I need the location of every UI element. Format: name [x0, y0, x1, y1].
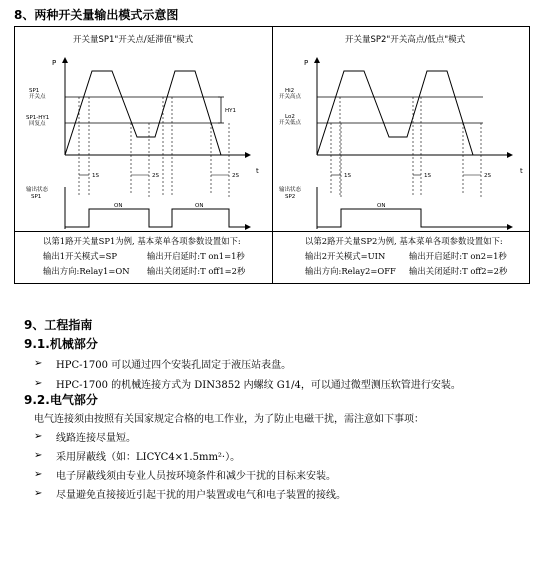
left-on1: ON	[114, 203, 123, 209]
right-p-axis-arrow	[314, 57, 320, 63]
bullet-arrow-icon: ➢	[34, 450, 43, 461]
right-label-1s-a: 1S	[344, 173, 351, 179]
right-pane-title: 开关量SP2"开关高点/低点"模式	[345, 35, 466, 45]
bullet-arrow-icon: ➢	[34, 378, 43, 389]
elec-item-4	[34, 486, 346, 501]
right-on1: ON	[377, 203, 386, 209]
left-label-sp1hy1: SP1-HY1	[26, 115, 50, 121]
right-axis-p-label: P	[304, 59, 309, 67]
right-caption-r1c1: 输出2开关模式=UIN	[305, 251, 386, 261]
mech-item-1-text: HPC-1700 可以通过四个安装孔固定于液压站表盘。	[56, 360, 292, 371]
left-t-axis-arrow	[245, 152, 251, 158]
elec-item-2-text: 采用屏蔽线（如：LICYC4×1.5mm²·）。	[56, 452, 241, 463]
left-caption-r1c1: 输出1开关模式=SP	[43, 251, 117, 261]
bullet-arrow-icon: ➢	[34, 358, 43, 369]
elec-item-2	[34, 448, 240, 463]
elec-item-1	[34, 429, 136, 444]
left-label-2s-b: 2S	[232, 173, 239, 179]
section-8-title: 8、两种开关量输出模式示意图	[14, 8, 179, 22]
right-axis-t-label: t	[520, 167, 523, 175]
left-caption	[43, 234, 245, 279]
right-label-2s: 2S	[484, 173, 491, 179]
left-caption-head: 以第1路开关量SP1为例, 基本菜单各项参数设置如下:	[43, 236, 241, 246]
right-caption-r2c2: 输出关闭延时:T off2=2秒	[409, 266, 508, 276]
right-pressure-curve	[317, 71, 473, 155]
left-p-axis-arrow	[62, 57, 68, 63]
right-caption-head: 以第2路开关量SP2为例, 基本菜单各项参数设置如下:	[305, 236, 503, 246]
left-label-sp1hy1-sub: 回复点	[29, 121, 46, 127]
elec-item-3	[34, 467, 336, 482]
left-on2: ON	[195, 203, 204, 209]
figure-horizontal-divider	[15, 231, 529, 232]
elec-item-1-text: 线路连接尽量短。	[56, 433, 136, 444]
left-diagram	[15, 47, 272, 231]
left-axis-p-label: P	[52, 59, 57, 67]
left-output-pulse	[65, 209, 247, 227]
left-caption-r1c2: 输出开启延时:T on1=1秒	[147, 251, 245, 261]
right-output-label: 输出状态	[279, 187, 302, 193]
left-label-sp1: SP1	[29, 88, 40, 94]
right-caption-r2c1: 输出方向:Relay2=OFF	[305, 266, 396, 276]
left-output-label: 输出状态	[26, 187, 49, 193]
elec-item-4-text: 尽量避免直接接近引起干扰的用户装置或电气和电子装置的接线。	[56, 490, 346, 501]
left-caption-r2c1: 输出方向:Relay1=ON	[43, 266, 130, 276]
left-pane-title: 开关量SP1"开关点/延滞值"模式	[73, 35, 194, 45]
left-output-sp: SP1	[31, 194, 42, 200]
section-9-title: 9、工程指南	[24, 318, 93, 332]
right-label-hi2-sub: 开关高点	[279, 94, 302, 100]
left-label-sp1-sub: 开关点	[29, 94, 46, 100]
right-t-axis-arrow	[507, 152, 513, 158]
left-label-hy1: HY1	[225, 108, 236, 114]
section-9-1-title: 9.1.机械部分	[24, 337, 98, 351]
mech-item-1	[34, 356, 291, 371]
elec-intro: 电气连接须由按照有关国家规定合格的电工作业，为了防止电磁干扰，需注意如下事项：	[34, 414, 424, 425]
figure-box	[14, 26, 530, 284]
right-label-1s-b: 1S	[424, 173, 431, 179]
left-label-2s-a: 2S	[152, 173, 159, 179]
right-diagram	[273, 47, 531, 231]
bullet-arrow-icon: ➢	[34, 469, 43, 480]
right-label-hi2: Hi2	[285, 88, 295, 94]
right-output-sp: SP2	[285, 194, 296, 200]
left-axis-t-label: t	[256, 167, 259, 175]
right-caption-r1c2: 输出开启延时:T on2=1秒	[409, 251, 507, 261]
elec-item-3-text: 电子屏蔽线须由专业人员按环境条件和减少干扰的目标来安装。	[56, 471, 336, 482]
left-caption-r2c2: 输出关闭延时:T off1=2秒	[147, 266, 246, 276]
section-9-2-title: 9.2.电气部分	[24, 393, 98, 407]
bullet-arrow-icon: ➢	[34, 488, 43, 499]
left-pressure-curve	[65, 71, 221, 155]
right-caption	[305, 234, 507, 279]
right-label-lo2: Lo2	[285, 114, 295, 120]
bullet-arrow-icon: ➢	[34, 431, 43, 442]
left-label-1s-a: 1S	[92, 173, 99, 179]
right-label-lo2-sub: 开关低点	[279, 120, 302, 126]
right-output-pulse	[317, 209, 509, 227]
mech-item-2	[34, 376, 461, 391]
mech-item-2-text: HPC-1700 的机械连接方式为 DIN3852 内螺纹 G1/4，可以通过微型测压软管进行安装。	[56, 380, 461, 391]
